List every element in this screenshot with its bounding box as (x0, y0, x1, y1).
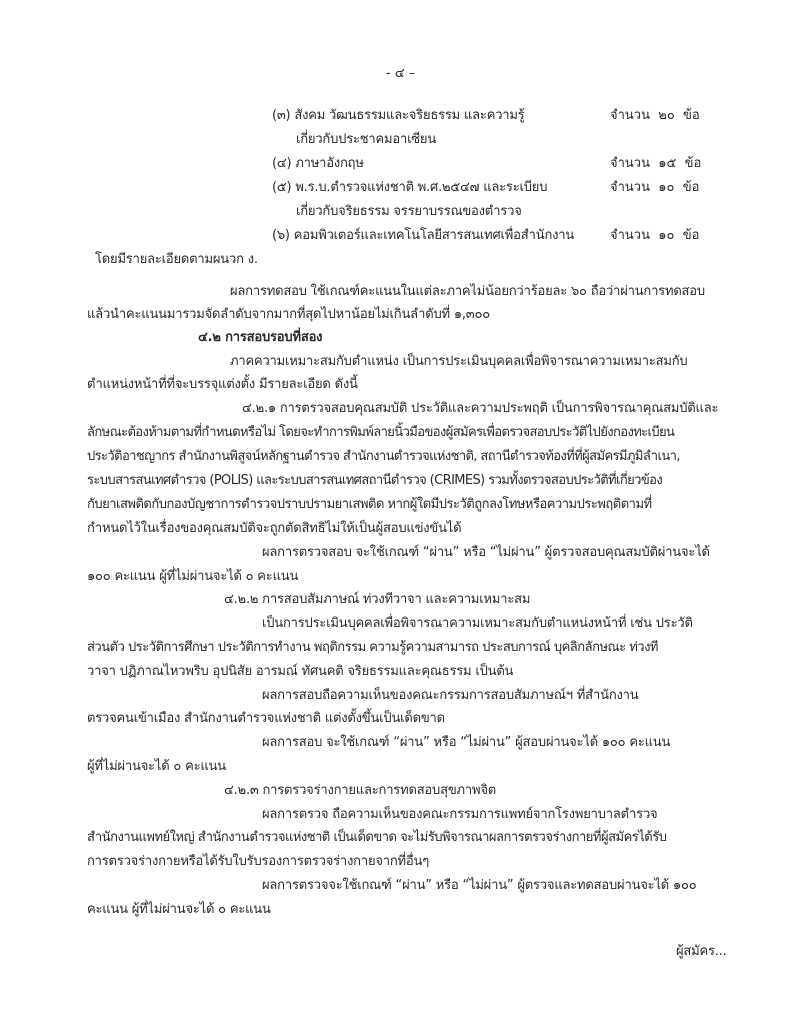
page-number: - ๔ – (386, 66, 416, 81)
sub-4-2-1-result-1: ผลการตรวจสอบ จะใช้เกณฑ์ “ผ่าน” หรือ “ไม่ผ่าน” ผู้ตรวจสอบคุณสมบัติผ่านจะได้ (262, 545, 710, 560)
sub-4-2-2-result-1: ผลการสอบ จะใช้เกณฑ์ “ผ่าน” หรือ “ไม่ผ่าน” ผู้สอบผ่านจะได้ ๑๐๐ คะแนน (262, 735, 671, 750)
sub-4-2-3-line-3: การตรวจร่างกายหรือได้รับใบรับรองการตรวจร่างกายจากที่อื่นๆ (87, 854, 430, 869)
sub-4-2-2-heading: ๔.๒.๒ การสอบสัมภาษณ์ ท่วงทีวาจา และความเหมาะสม (224, 592, 531, 607)
detail-note: โดยมีรายละเอียดตามผนวก ง. (95, 252, 258, 267)
exam-item-3-count (610, 107, 700, 125)
count-unit: ข้อ (683, 108, 700, 123)
exam-item-5-label: (๕) พ.ร.บ.ตำรวจแห่งชาติ พ.ศ.๒๕๔๗ และระเบียบ (272, 180, 548, 195)
count-label: จำนวน (610, 180, 650, 195)
sub-4-2-1-line-3: ประวัติอาชญากร สำนักงานพิสูจน์หลักฐานตำรวจ สำนักงานตำรวจแห่งชาติ, สถานีตำรวจท้องที่ที่ผู้สมัครมีภูมิลำเนา, (87, 449, 680, 464)
exam-item-6-count (610, 227, 699, 245)
count-unit: ข้อ (684, 156, 702, 171)
sub-4-2-2-result-2: ผู้ที่ไม่ผ่านจะได้ ๐ คะแนน (87, 759, 226, 774)
criteria-line-1: ผลการทดสอบ ใช้เกณฑ์คะแนนในแต่ละภาคไม่น้อยกว่าร้อยละ ๖๐ ถือว่าผ่านการทดสอบ (230, 284, 705, 299)
count-value: ๑๐ (658, 180, 675, 195)
sub-4-2-1-line-2: ลักษณะต้องห้ามตามที่กำหนดหรือไม่ โดยจะทำการพิมพ์ลายนิ้วมือของผู้สมัครเพื่อตรวจสอบประวัติไปยังกองทะเบียน (87, 425, 675, 440)
exam-item-3-label: (๓) สังคม วัฒนธรรมและจริยธรรม และความรู้ (272, 108, 525, 123)
exam-item-5-continuation: เกี่ยวกับจริยธรรม จรรยาบรรณของตำรวจ (296, 204, 522, 219)
sub-4-2-2-line-2: ส่วนตัว ประวัติการศึกษา ประวัติการทำงาน พฤติกรรม ความรู้ความสามารถ ประสบการณ์ บุคลิกลักษณะ ท่วงที (87, 640, 659, 655)
count-value: ๑๐ (658, 228, 675, 243)
count-label: จำนวน (610, 156, 650, 171)
continuation-marker: ผู้สมัคร... (676, 944, 727, 959)
sub-4-2-1-line-5: กับยาเสพติดกับกองบัญชาการตำรวจปราบปรามยาเสพติด หากผู้ใดมีประวัติถูกลงโทษหรือความประพฤติตามที่ (87, 497, 652, 512)
sub-4-2-1-line-6: กำหนดไว้ในเรื่องของคุณสมบัติจะถูกตัดสิทธิไม่ให้เป็นผู้สอบแข่งขันได้ (87, 521, 462, 536)
count-unit: ข้อ (682, 228, 700, 243)
sub-4-2-3-result-1: ผลการตรวจจะใช้เกณฑ์ “ผ่าน” หรือ “ไม่ผ่าน” ผู้ตรวจและทดสอบผ่านจะได้ ๑๐๐ (262, 878, 697, 893)
exam-item-5-count (610, 179, 699, 197)
exam-item-6-label: (๖) คอมพิวเตอร์และเทคโนโลยีสารสนเทศเพื่อสำนักงาน (272, 228, 575, 243)
sub-4-2-3-heading: ๔.๒.๓ การตรวจร่างกายและการทดสอบสุขภาพจิต (224, 783, 497, 798)
exam-item-4-count (610, 155, 701, 173)
count-label: จำนวน (610, 108, 650, 123)
sub-4-2-3-line-1: ผลการตรวจ ถือความเห็นของคณะกรรมการแพทย์จากโรงพยาบาลตำรวจ (262, 807, 658, 822)
sub-4-2-1-result-2: ๑๐๐ คะแนน ผู้ที่ไม่ผ่านจะได้ ๐ คะแนน (87, 569, 299, 584)
count-value: ๒๐ (658, 108, 675, 123)
sub-4-2-2-committee-1: ผลการสอบถือความเห็นของคณะกรรมการสอบสัมภาษณ์ฯ ที่สำนักงาน (262, 688, 639, 703)
count-label: จำนวน (610, 228, 650, 243)
sub-4-2-2-committee-2: ตรวจคนเข้าเมือง สำนักงานตำรวจแห่งชาติ แต่งตั้งขึ้นเป็นเด็ดขาด (87, 711, 445, 726)
section-4-2-heading: ๔.๒ การสอบรอบที่สอง (198, 330, 323, 345)
sub-4-2-2-line-1: เป็นการประเมินบุคคลเพื่อพิจารณาความเหมาะสมกับตำแหน่งหน้าที่ เช่น ประวัติ (262, 616, 693, 631)
section-4-2-intro-2: ตำแหน่งหน้าที่ที่จะบรรจุแต่งตั้ง มีรายละเอียด ดังนี้ (87, 377, 358, 392)
exam-item-4-label: (๔) ภาษาอังกฤษ (272, 156, 364, 171)
sub-4-2-1-line-4: ระบบสารสนเทศตำรวจ (POLIS) และระบบสารสนเทศสถานีตำรวจ (CRIMES) รวมทั้งตรวจสอบประวัติที่เกี่ยวข้อง (87, 473, 663, 488)
exam-item-3-continuation: เกี่ยวกับประชาคมอาเซียน (296, 132, 437, 147)
count-unit: ข้อ (682, 180, 700, 195)
section-4-2-intro-1: ภาคความเหมาะสมกับตำแหน่ง เป็นการประเมินบุคคลเพื่อพิจารณาความเหมาะสมกับ (230, 354, 688, 369)
sub-4-2-3-line-2: สำนักงานแพทย์ใหญ่ สำนักงานตำรวจแห่งชาติ เป็นเด็ดขาด จะไม่รับพิจารณาผลการตรวจร่างกายที่ผู้สมัครได้รับ (87, 830, 667, 845)
count-value: ๑๕ (658, 156, 677, 171)
sub-4-2-1-line-1: ๔.๒.๑ การตรวจสอบคุณสมบัติ ประวัติและความประพฤติ เป็นการพิจารณาคุณสมบัติและ (242, 401, 719, 416)
sub-4-2-3-result-2: คะแนน ผู้ที่ไม่ผ่านจะได้ ๐ คะแนน (87, 902, 271, 917)
sub-4-2-2-line-3: วาจา ปฏิภาณไหวพริบ อุปนิสัย อารมณ์ ทัศนคติ จริยธรรมและคุณธรรม เป็นต้น (87, 664, 514, 679)
criteria-line-2: แล้วนำคะแนนมารวมจัดลำดับจากมากที่สุดไปหาน้อยไม่เกินลำดับที่ ๑,๓๐๐ (87, 307, 490, 322)
